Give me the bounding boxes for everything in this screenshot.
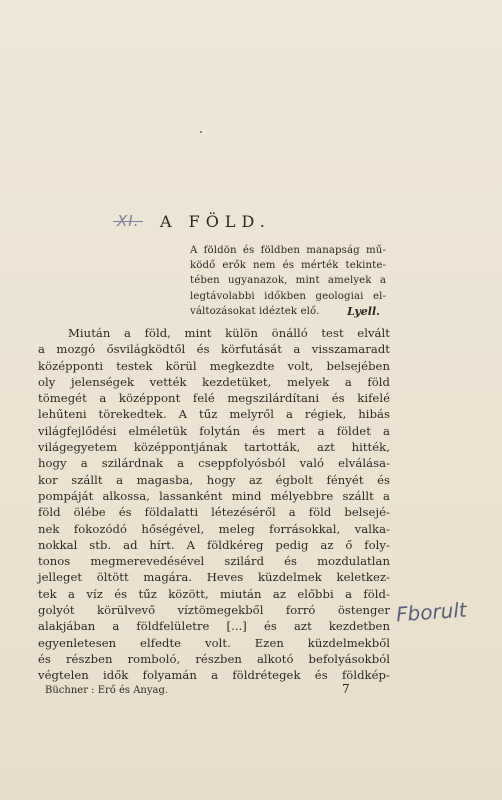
ink-speck: [200, 131, 202, 133]
body-line: kor szállt a magasba, hogy az égbolt fényét és: [38, 472, 390, 487]
body-paragraph: [38, 325, 390, 684]
page-number: 7: [342, 682, 350, 696]
body-line: jelleget öltött magára. Heves küzdelmek keletkez-: [38, 570, 390, 585]
body-line: nokkal stb. ad hírt. A földkéreg pedig az ő foly-: [38, 537, 390, 552]
body-line: föld ölébe és földalatti létezéséről a föld belsejé-: [38, 505, 390, 520]
epigraph-author: Lyell.: [347, 305, 380, 318]
body-line: golyót körülvevő víztömegekből forró östenger: [38, 603, 390, 618]
body-line: Miután a föld, mint külön önálló test elvált: [68, 326, 390, 340]
body-line: alakjában a földfelületre [...] és azt kezdetben: [38, 619, 390, 634]
body-line: egyenletesen elfedte volt. Ezen küzdelmekből: [38, 635, 390, 650]
body-line: középponti testek körül megkezdte volt, belsejében: [38, 358, 390, 373]
handwritten-margin-note: Fborult: [395, 597, 468, 627]
body-line: világfejlődési elméletük folytán és mert a földet a: [38, 423, 390, 438]
body-line: oly jelenségek vették kezdetüket, melyek a föld: [38, 374, 390, 389]
body-line: pompáját alkossa, lassanként mind mélyebbre szállt a: [38, 488, 390, 503]
body-line: nek fokozódó hőségével, meleg forrásokkal, valka-: [38, 521, 390, 536]
epigraph-text: A földön és földben manapság mű-ködő erők nem és mérték tekinte-tében ugyanazok, mint amelyek a legtávolabbi időkben geologiai el-változásokat idéztek elő.: [190, 245, 386, 317]
body-line: tonos megmerevedésével szilárd és mozdulatlan: [38, 554, 390, 569]
body-line: végtelen idők folyamán a földrétegek és földkép-: [38, 668, 390, 683]
body-line: tek a víz és tűz között, miután az előbbi a föld-: [38, 586, 390, 601]
handwritten-chapter-mark: XI.: [117, 212, 140, 230]
body-line: és részben romboló, részben alkotó befolyásokból: [38, 651, 390, 666]
body-line: hogy a szilárdnak a cseppfolyósból való elválása-: [38, 456, 390, 471]
body-line: a mozgó ősvilágködtől és körfutását a visszamaradt: [38, 342, 390, 357]
body-line: világegyetem középpontjának tartották, azt hitték,: [38, 440, 390, 455]
chapter-title: A FÖLD.: [160, 212, 271, 231]
chapter-heading: [0, 210, 502, 234]
body-line: tömegét a középpont felé megszilárdítani és kifelé: [38, 391, 390, 406]
body-line: lehűteni törekedtek. A tűz melyről a régiek, hibás: [38, 407, 390, 422]
footer-book-title: Büchner : Erő és Anyag.: [45, 685, 169, 696]
